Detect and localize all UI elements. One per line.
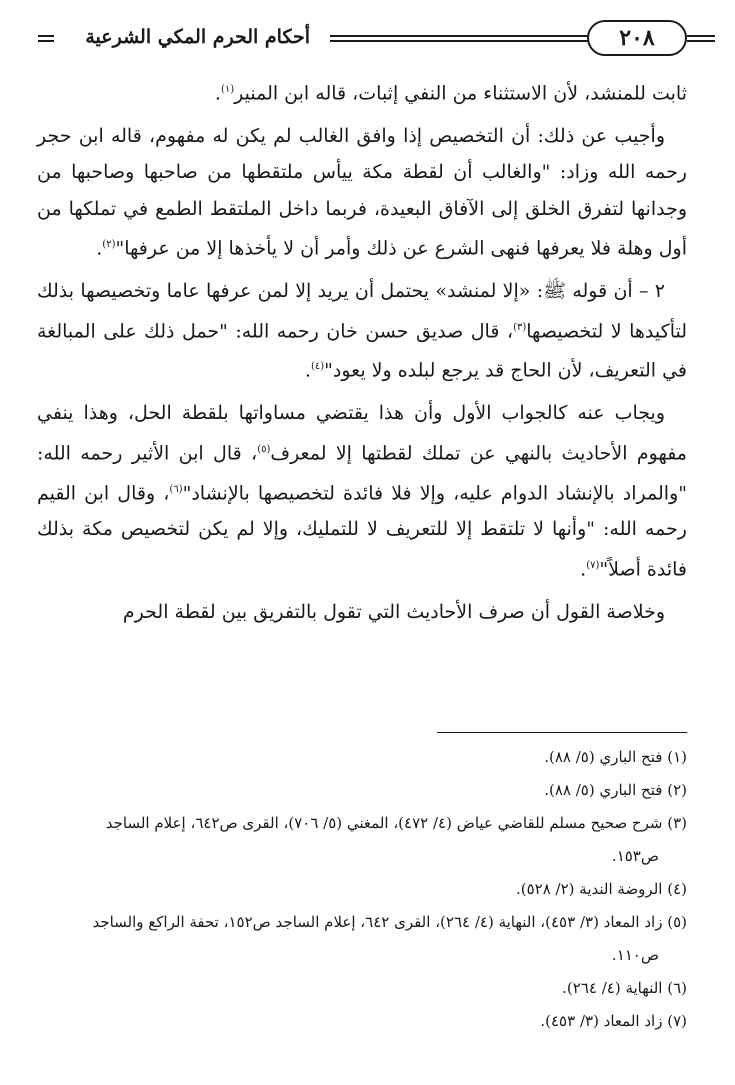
book-title: أحكام الحرم المكي الشرعية xyxy=(85,26,310,48)
paragraph: ويجاب عنه كالجواب الأول وأن هذا يقتضي مساواتها بلقطة الحل، وهذا ينفي مفهوم الأحاديث بالنهي عن تملك لقطتها إلا لمعرف$^{(٥)}$، قال ابن الأثير رحمه الله: "والمراد بالإنشاد الدوام عليه، وإلا فلا فائدة لتخصيصها بالإنشاد"$^{(٦)}$، وقال ابن القيم رحمه الله: "وأنها لا تلتقط إلا للتعريف لا للتمليك، وإلا لم يكن لتخصيص مكة بذلك فائدة أصلاً"$^{(٧)}$. xyxy=(37,402,687,581)
footnote-ref: (٥) xyxy=(257,443,271,455)
footnote: (٥) زاد المعاد (٣/ ٤٥٣)، النهاية (٤/ ٢٦٤)، القرى ٦٤٢، إعلام الساجد ص١٥٢، تحفة الراكع والساجد xyxy=(92,913,687,931)
page-header xyxy=(20,14,720,64)
header-ornament-right xyxy=(687,35,715,45)
footnote: (٦) النهاية (٤/ ٢٦٤). xyxy=(562,979,687,997)
footnote: (٤) الروضة الندية (٢/ ٥٢٨). xyxy=(515,880,687,898)
footnote: (٧) زاد المعاد (٣/ ٤٥٣). xyxy=(540,1012,687,1030)
footnote-continuation: ص١٥٣. xyxy=(611,847,659,865)
footnote-continuation: ص١١٠. xyxy=(611,946,659,964)
footnote: (١) فتح الباري (٥/ ٨٨). xyxy=(544,748,687,766)
main-text xyxy=(37,72,687,636)
footnote: (٣) شرح صحيح مسلم للقاضي عياض (٤/ ٤٧٢)، المغني (٥/ ٧٠٦)، القرى ص٦٤٢، إعلام الساجد xyxy=(105,814,687,832)
footnote-ref: (٣) xyxy=(513,321,527,333)
paragraph: وخلاصة القول أن صرف الأحاديث التي تقول بالتفريق بين لقطة الحرم xyxy=(122,600,665,623)
footnote-ref: (١) xyxy=(220,84,235,95)
footnote-ref: (٦) xyxy=(169,483,183,495)
footnote-ref: (٤) xyxy=(310,361,325,373)
footnote-ref: (٢) xyxy=(102,239,116,251)
page-number: ٢٠٨ xyxy=(587,20,687,56)
footnote-ref: (٧) xyxy=(586,559,600,571)
header-ornament-left xyxy=(38,35,54,45)
paragraph: وأجيب عن ذلك: أن التخصيص إذا وافق الغالب لم يكن له مفهوم، قاله ابن حجر رحمه الله وزاد: "والغالب أن لقطة مكة ييأس ملتقطها من صاحبها وصاحبها من وجدانها لتفرق الخلق إلى الآفاق البعيدة، فربما داخل الملتقط الطمع في تملكها من أول وهلة فلا يعرفها فنهى الشرع عن ذلك وأمر أن لا يأخذها إلا من عرفها"$^{(٢)}$. xyxy=(37,124,687,260)
paragraph: ثابت للمنشد، لأن الاستثناء من النفي إثبات، قاله ابن المنير$^{(١)}$. xyxy=(214,82,687,105)
paragraph: ٢ – أن قوله ﷺ: «إلا لمنشد» يحتمل أن يريد إلا لمن عرفها عاما وتخصيصها بذلك لتأكيدها لا لتخصيصها$^{(٣)}$، قال صديق حسن خان رحمه الله: "حمل ذلك على المبالغة في التعريف، لأن الحاج قد يرجع لبلده ولا يعود"$^{(٤)}$. xyxy=(37,280,688,382)
header-rule xyxy=(330,35,588,45)
footnote-separator xyxy=(437,732,687,733)
footnotes xyxy=(37,741,687,1038)
footnote: (٢) فتح الباري (٥/ ٨٨). xyxy=(544,781,687,799)
